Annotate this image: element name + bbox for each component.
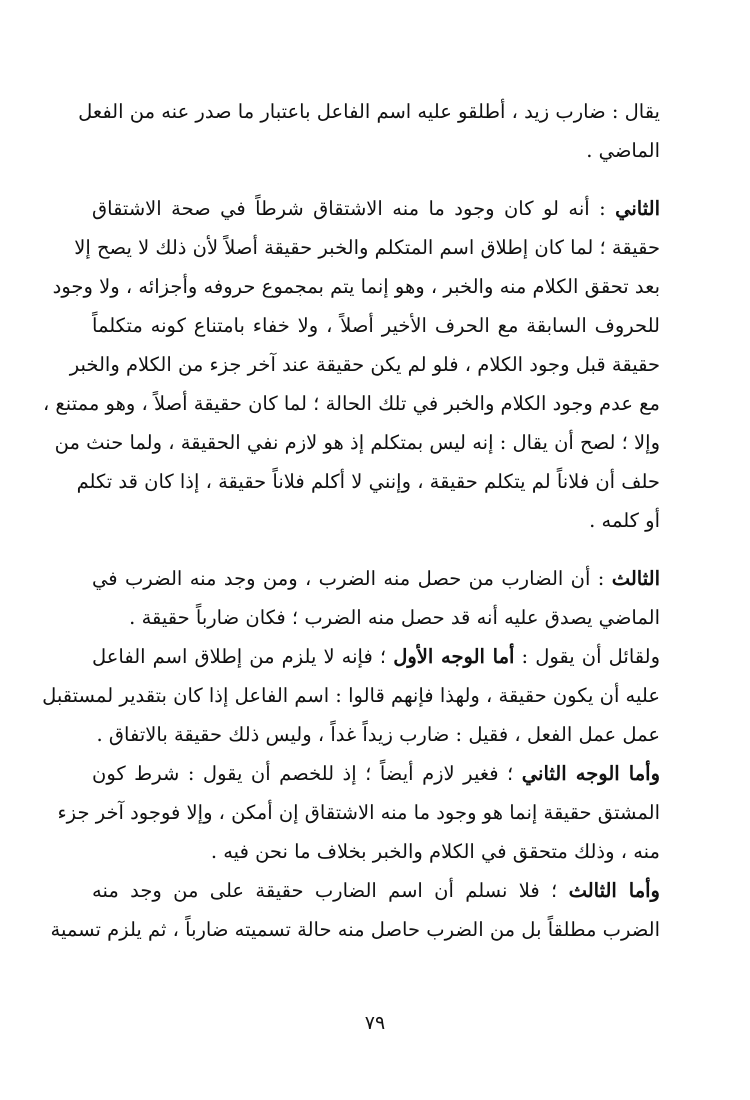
text-run: ؛ فإنه لا يلزم من إطلاق اسم الفاعل — [92, 645, 394, 668]
text-line — [92, 131, 660, 170]
text-run: مع عدم وجود الكلام والخبر في تلك الحالة ؛ لما كان حقيقة أصلاً ، وهو ممتنع ، — [42, 392, 660, 415]
paragraph — [92, 559, 660, 637]
text-line — [57, 793, 660, 832]
text-run: ؛ فلا نسلم أن اسم الضارب حقيقة على من وجد منه — [92, 879, 569, 902]
text-run: حقيقة ؛ لما كان إطلاق اسم المتكلم والخبر حقيقة أصلاً لأن ذلك لا يصح إلا — [74, 236, 660, 259]
text-line — [74, 228, 660, 267]
text-line — [42, 676, 660, 715]
text-run: حقيقة قبل وجود الكلام ، فلو لم يكن حقيقة عند آخر جزء من الكلام والخبر — [69, 353, 660, 376]
bold-heading-run: الثاني — [615, 197, 660, 220]
main-text-block — [42, 92, 661, 949]
text-run: يقال : ضارب زيد ، أطلقو عليه اسم الفاعل باعتبار ما صدر عنه من الفعل — [78, 100, 660, 123]
text-run: منه ، وذلك متحقق في الكلام والخبر بخلاف ما نحن فيه . — [210, 840, 660, 863]
paragraph — [50, 871, 660, 949]
text-run: الماضي . — [586, 139, 660, 162]
text-line — [92, 715, 660, 754]
text-line — [92, 598, 660, 637]
text-run: ؛ فغير لازم أيضاً ؛ إذ للخصم أن يقول : شرط كون — [92, 762, 522, 785]
text-run: الضرب مطلقاً بل من الضرب حاصل منه حالة تسميته ضارباً ، ثم يلزم تسمية — [50, 918, 660, 941]
paragraph — [42, 189, 660, 540]
text-line — [42, 384, 660, 423]
text-line — [76, 462, 660, 501]
text-run: للحروف السابقة مع الحرف الأخير أصلاً ، ولا خفاء بامتناع كونه متكلماً — [92, 314, 660, 337]
text-run: عمل عمل الفعل ، فقيل : ضارب زيداً غداً ، وليس ذلك حقيقة بالاتفاق . — [96, 723, 660, 746]
text-line — [92, 501, 660, 540]
paragraph — [57, 754, 661, 871]
text-run: الماضي يصدق عليه أنه قد حصل منه الضرب ؛ فكان ضارباً حقيقة . — [129, 606, 660, 629]
bold-heading-run: الثالث — [611, 567, 660, 590]
paragraph — [78, 92, 660, 170]
bold-heading-run: وأما الوجه الثاني — [521, 762, 661, 785]
text-line — [52, 267, 660, 306]
text-line — [78, 92, 660, 131]
text-line — [92, 306, 660, 345]
text-line — [92, 189, 660, 228]
text-line — [92, 637, 660, 676]
text-run: : أن الضارب من حصل منه الضرب ، ومن وجد منه الضرب في — [92, 567, 612, 590]
bold-heading-run: أما الوجه الأول — [393, 645, 515, 668]
text-run: : أنه لو كان وجود ما منه الاشتقاق شرطاً في صحة الاشتقاق — [92, 197, 616, 220]
text-line — [92, 832, 660, 871]
text-run: وإلا ؛ لصح أن يقال : إنه ليس بمتكلم إذ هو لازم نفي الحقيقة ، ولما حنث من — [54, 431, 660, 454]
text-run: أو كلمه . — [589, 509, 660, 532]
bold-heading-run: وأما الثالث — [568, 879, 660, 902]
text-run: بعد تحقق الكلام منه والخبر ، وهو إنما يتم بمجموع حروفه وأجزائه ، ولا وجود — [52, 275, 660, 298]
paragraph — [42, 637, 660, 754]
text-line — [92, 754, 660, 793]
text-run: عليه أن يكون حقيقة ، ولهذا فإنهم قالوا : اسم الفاعل إذا كان بتقدير لمستقبل — [42, 684, 660, 707]
text-line — [54, 423, 660, 462]
text-run: المشتق حقيقة إنما هو وجود ما منه الاشتقاق إن أمكن ، وإلا فوجود آخر جزء — [57, 801, 660, 824]
text-run: ولقائل أن يقول : — [514, 645, 660, 668]
text-line — [69, 345, 660, 384]
text-line — [92, 871, 660, 910]
page-number: ٧٩ — [364, 1012, 386, 1034]
text-line — [50, 910, 660, 949]
text-run: حلف أن فلاناً لم يتكلم حقيقة ، وإنني لا أكلم فلاناً حقيقة ، إذا كان قد تكلم — [76, 470, 660, 493]
text-line — [92, 559, 660, 598]
